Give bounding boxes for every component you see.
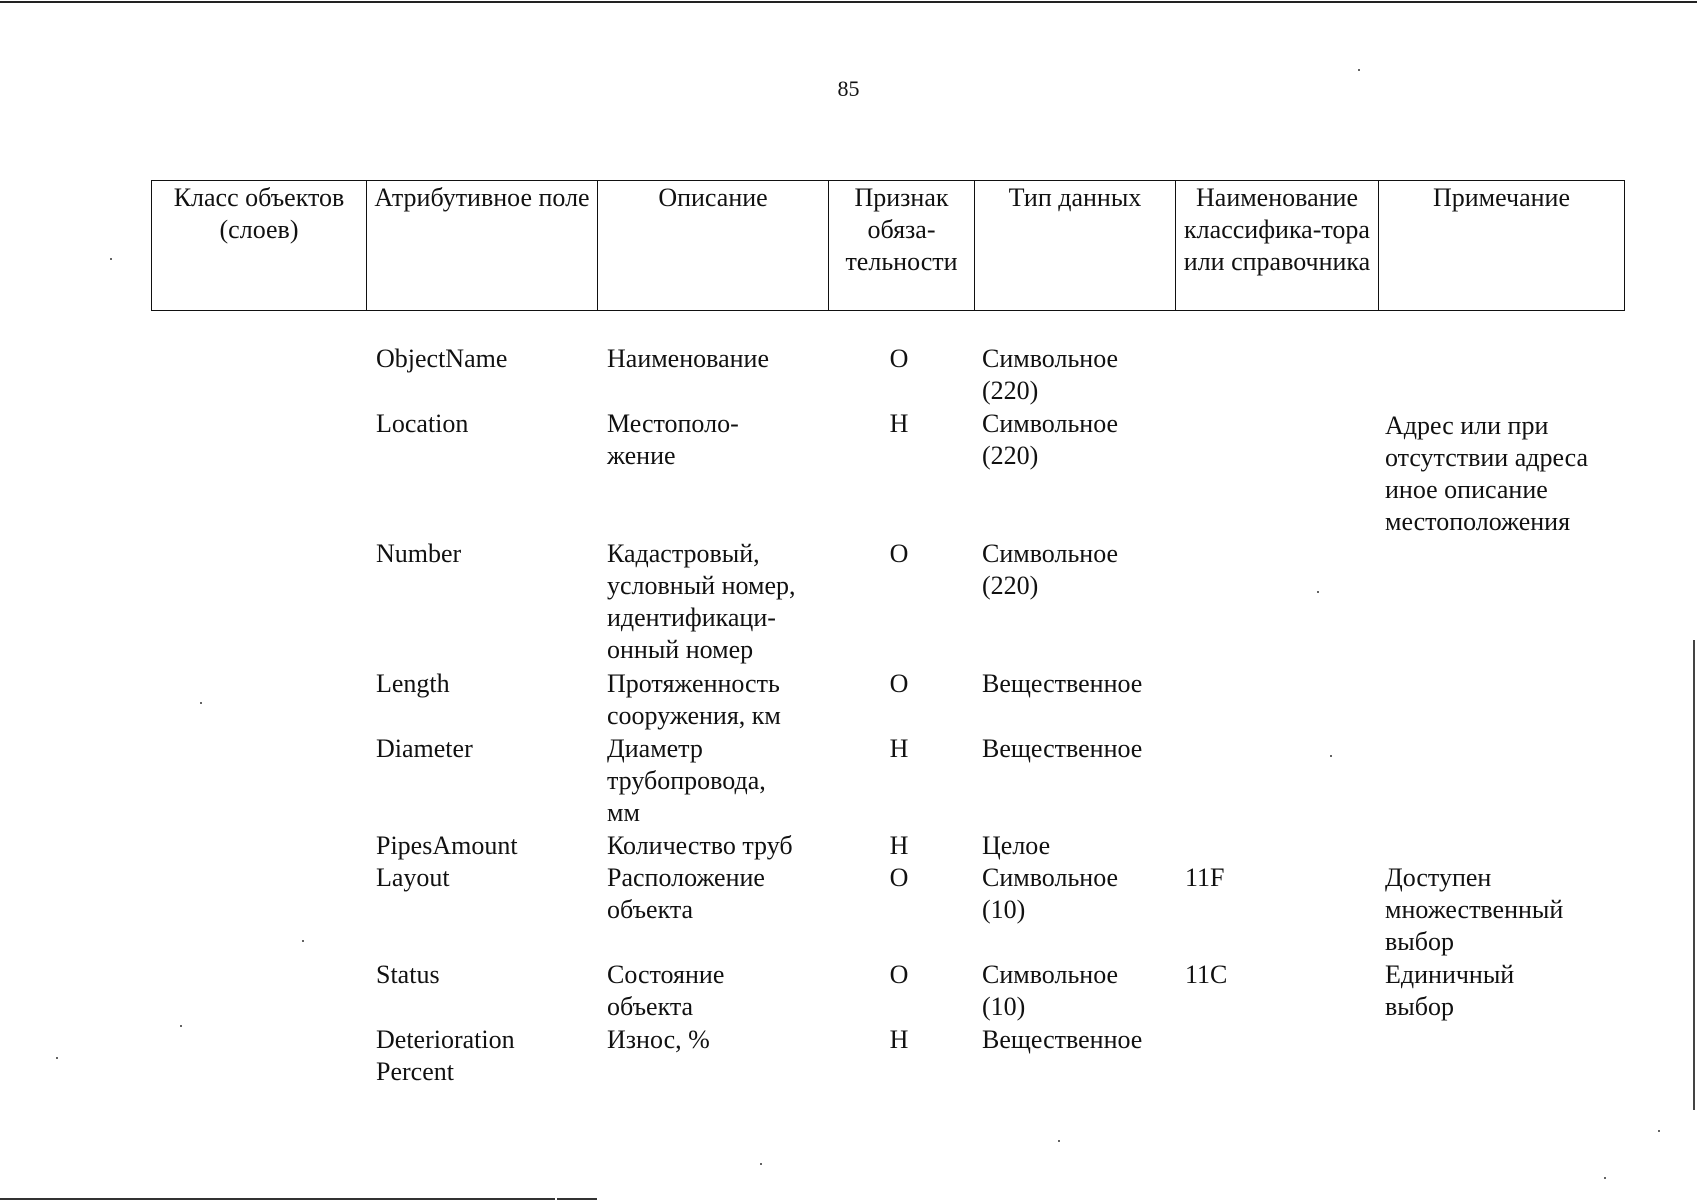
row-field: Location: [376, 409, 469, 438]
row-field: Layout: [376, 863, 450, 892]
row-field: ObjectName: [376, 344, 508, 373]
attribute-table-header: [151, 180, 1625, 311]
scan-border-top: [0, 1, 1697, 3]
scan-speck: [180, 1025, 182, 1027]
row-field: Diameter: [376, 734, 473, 763]
scan-speck: [1604, 1177, 1606, 1179]
header-data-type: Тип данных: [975, 181, 1176, 311]
row-note: Адрес или при отсутствии адреса иное описание местоположения: [1385, 411, 1589, 536]
row-required: О: [889, 669, 909, 698]
scan-speck: [1358, 69, 1360, 71]
header-required-flag: Признак обяза-тельности: [829, 181, 975, 311]
row-note: Доступен множественный выбор: [1385, 863, 1564, 956]
row-description: Местополо- жение: [607, 409, 739, 470]
scan-speck: [110, 258, 112, 260]
row-description: Количество труб: [607, 831, 793, 860]
scan-speck: [200, 702, 202, 704]
row-required: Н: [889, 831, 909, 860]
row-type: Вещественное: [982, 669, 1143, 698]
page-number: 85: [837, 76, 860, 101]
row-note: Единичный выбор: [1385, 960, 1515, 1021]
row-description: Состояние объекта: [607, 960, 725, 1021]
row-description: Расположение объекта: [607, 863, 765, 924]
row-required: Н: [889, 734, 909, 763]
row-type: Целое: [982, 831, 1051, 860]
header-description: Описание: [598, 181, 829, 311]
row-description: Кадастровый, условный номер, идентификаци- онный номер: [607, 539, 796, 664]
row-classifier: 11F: [1185, 863, 1225, 892]
row-field: Number: [376, 539, 462, 568]
row-type: Символьное (10): [982, 863, 1119, 924]
scan-speck: [1058, 1140, 1060, 1142]
row-description: Наименование: [607, 344, 769, 373]
row-type: Вещественное: [982, 734, 1143, 763]
row-required: О: [889, 863, 909, 892]
row-type: Символьное (220): [982, 539, 1119, 600]
row-type: Вещественное: [982, 1025, 1143, 1054]
row-required: О: [889, 344, 909, 373]
scan-speck: [1330, 755, 1332, 757]
row-required: О: [889, 539, 909, 568]
header-object-class: Класс объектов (слоев): [152, 181, 367, 311]
scan-border-right: [1693, 640, 1695, 1110]
row-required: О: [889, 960, 909, 989]
scan-speck: [760, 1163, 762, 1165]
row-field: Length: [376, 669, 450, 698]
header-classifier-name: Наименование классифика-тора или справочника: [1176, 181, 1379, 311]
scan-speck: [56, 1057, 58, 1059]
row-field: Deterioration Percent: [376, 1025, 515, 1086]
row-type: Символьное (10): [982, 960, 1119, 1021]
header-attribute-field: Атрибутивное поле: [367, 181, 598, 311]
row-description: Диаметр трубопровода, мм: [607, 734, 766, 827]
scan-speck: [1317, 591, 1319, 593]
row-field: Status: [376, 960, 440, 989]
row-description: Износ, %: [607, 1025, 710, 1054]
scan-speck: [1658, 1130, 1660, 1132]
row-required: Н: [889, 1025, 909, 1054]
row-type: Символьное (220): [982, 344, 1119, 405]
row-classifier: 11C: [1185, 960, 1228, 989]
scan-speck: [302, 940, 304, 942]
header-note: Примечание: [1379, 181, 1625, 311]
row-description: Протяженность сооружения, км: [607, 669, 781, 730]
row-required: Н: [889, 409, 909, 438]
row-field: PipesAmount: [376, 831, 518, 860]
row-type: Символьное (220): [982, 409, 1119, 470]
